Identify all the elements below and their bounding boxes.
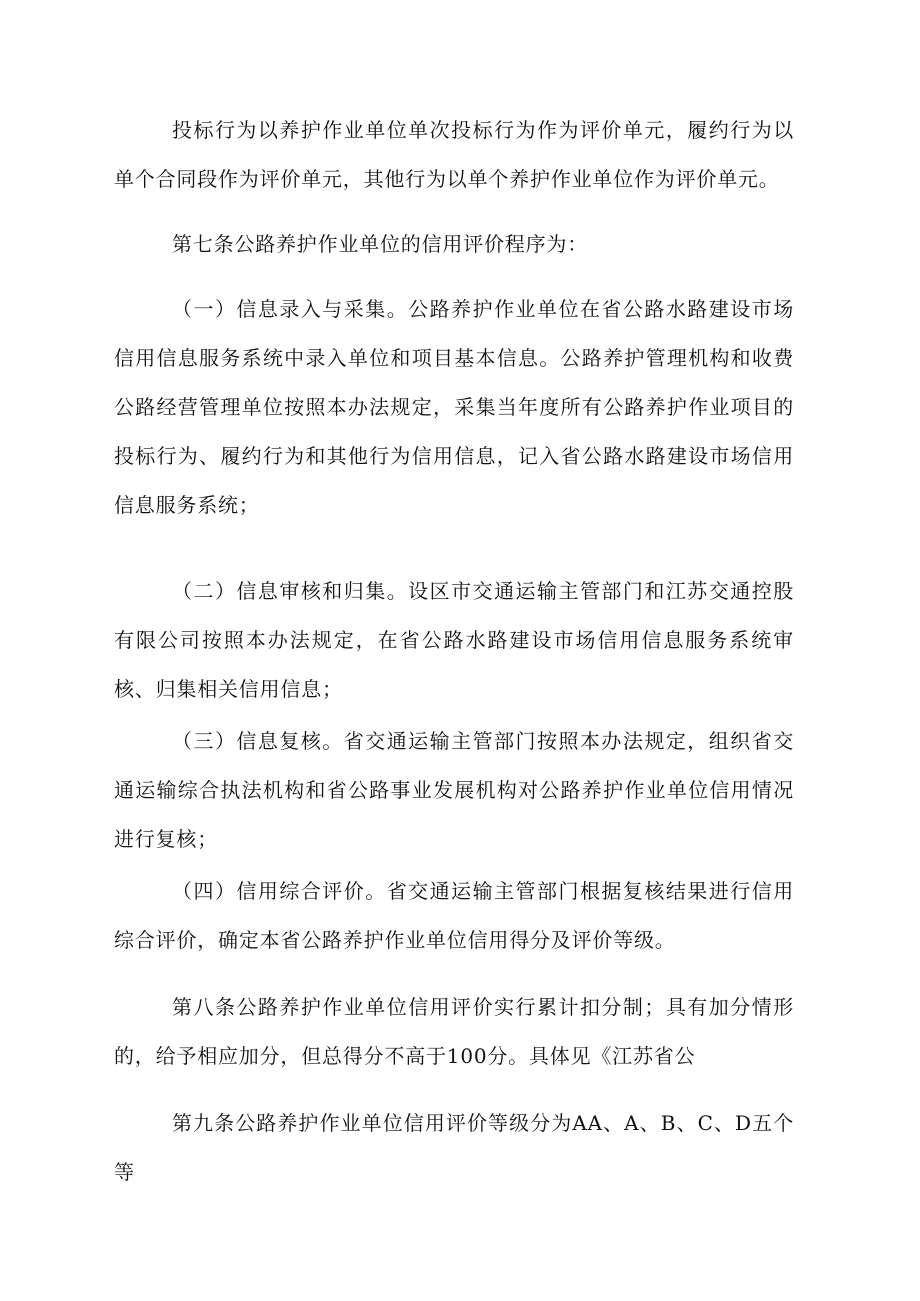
paragraph-step-1: （一）信息录入与采集。公路养护作业单位在省公路水路建设市场信用信息服务系统中录入单位和项目基本信息。公路养护管理机构和收费公路经营管理单位按照本办法规定，采集当年度所有公路养护作业项目的投标行为、履约行为和其他行为信用信息，记入省公路水路建设市场信用信息服务系统； [114,297,794,517]
paragraph-article-9: 第九条公路养护作业单位信用评价等级分为AA、A、B、C、D五个等 [114,1111,794,1184]
paragraph-step-4: （四）信用综合评价。省交通运输主管部门根据复核结果进行信用综合评价，确定本省公路养护作业单位信用得分及评价等级。 [114,879,794,952]
paragraph-step-2: （二）信息审核和归集。设区市交通运输主管部门和江苏交通控股有限公司按照本办法规定，在省公路水路建设市场信用信息服务系统审核、归集相关信用信息； [114,579,794,701]
paragraph-article-8: 第八条公路养护作业单位信用评价实行累计扣分制；具有加分情形的，给予相应加分，但总得分不高于100分。具体见《江苏省公 [114,995,794,1068]
paragraph-step-3: （三）信息复核。省交通运输主管部门按照本办法规定，组织省交通运输综合执法机构和省公路事业发展机构对公路养护作业单位信用情况进行复核； [114,729,794,851]
paragraph-article-7: 第七条公路养护作业单位的信用评价程序为： [172,232,588,256]
paragraph-evaluation-unit: 投标行为以养护作业单位单次投标行为作为评价单元，履约行为以单个合同段作为评价单元，其他行为以单个养护作业单位作为评价单元。 [114,118,794,191]
